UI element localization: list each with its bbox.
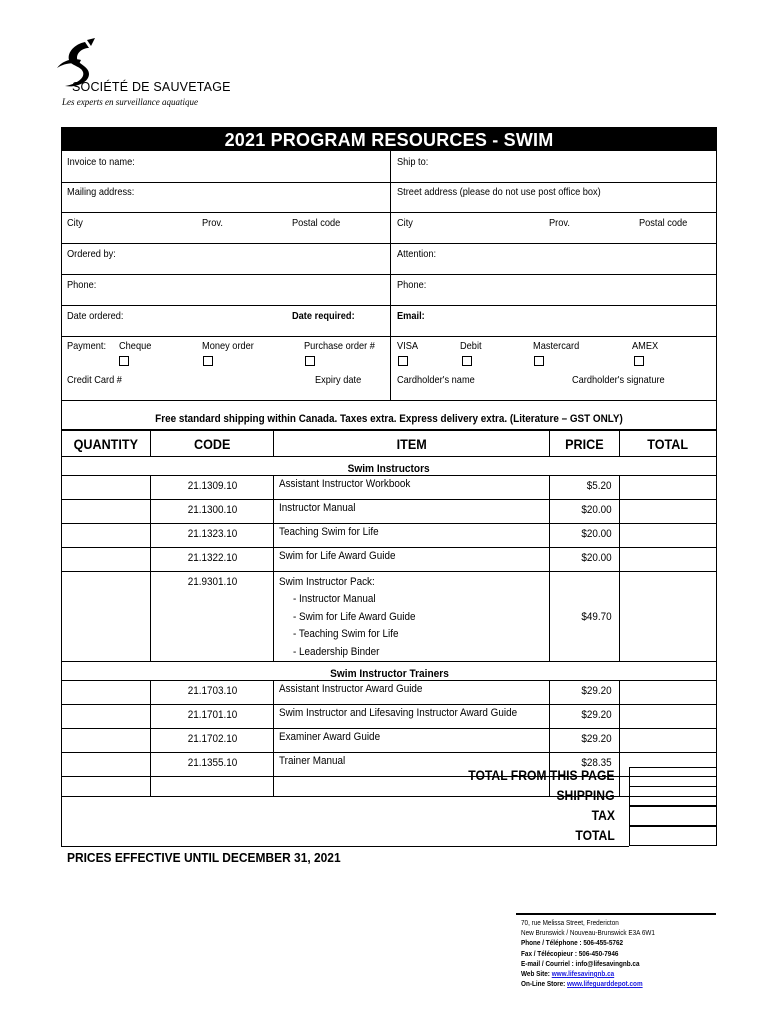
purchase-order-checkbox[interactable] (305, 356, 315, 366)
code-cell: 21.1322.10 (151, 548, 274, 572)
pack-content-item: - Swim for Life Award Guide (293, 610, 416, 623)
quantity-cell[interactable] (62, 681, 151, 705)
table-row (62, 729, 717, 753)
quantity-cell[interactable] (62, 705, 151, 729)
payment-label: Payment: (67, 340, 107, 352)
quantity-cell[interactable] (62, 476, 151, 500)
total-header: TOTAL (619, 431, 716, 457)
visa-label: VISA (397, 340, 419, 352)
total-cell[interactable] (619, 548, 716, 572)
code-cell: 21.1701.10 (151, 705, 274, 729)
form-divider (61, 305, 717, 306)
cardholder-name-field[interactable]: Cardholder's name (397, 374, 475, 386)
price-cell: $49.70 (550, 572, 619, 662)
postal-code-field[interactable]: Postal code (292, 217, 341, 229)
cheque-checkbox[interactable] (119, 356, 129, 366)
item-header: ITEM (274, 431, 550, 457)
website-line: Web Site: www.lifesavingnb.ca (521, 969, 615, 979)
code-cell: 21.9301.10 (151, 572, 274, 662)
item-cell: Teaching Swim for Life (274, 524, 550, 548)
table-row (62, 476, 717, 500)
table-row (62, 500, 717, 524)
amex-label: AMEX (632, 340, 659, 352)
logo-tagline: Les experts en surveillance aquatique (62, 97, 198, 107)
cheque-label: Cheque (119, 340, 152, 352)
price-cell: $20.00 (550, 548, 619, 572)
table-row (62, 524, 717, 548)
store-link[interactable]: www.lifeguarddepot.com (567, 979, 643, 989)
form-divider (61, 212, 717, 213)
mastercard-label: Mastercard (533, 340, 580, 352)
item-cell: Assistant Instructor Workbook (274, 476, 550, 500)
street-address-field[interactable]: Street address (please do not use post office box) (397, 186, 601, 198)
table-row-pack (62, 572, 717, 662)
code-cell: 21.1309.10 (151, 476, 274, 500)
money-order-label: Money order (202, 340, 254, 352)
form-divider (61, 182, 717, 183)
code-header: CODE (151, 431, 274, 457)
table-header-row (62, 431, 717, 457)
table-row (62, 681, 717, 705)
address-block (521, 918, 655, 989)
form-divider (61, 243, 717, 244)
date-required-field[interactable]: Date required: (292, 310, 355, 322)
ship-prov-field[interactable]: Prov. (549, 217, 570, 229)
form-divider (61, 336, 717, 337)
code-cell: 21.1323.10 (151, 524, 274, 548)
price-cell: $29.20 (550, 705, 619, 729)
address-divider (516, 913, 716, 915)
order-form-box (61, 151, 717, 401)
cardholder-signature-field[interactable]: Cardholder's signature (572, 374, 665, 386)
item-cell: Swim for Life Award Guide (274, 548, 550, 572)
debit-checkbox[interactable] (462, 356, 472, 366)
tax-field[interactable] (629, 806, 717, 826)
total-cell[interactable] (619, 572, 716, 662)
pack-content-item: - Teaching Swim for Life (293, 628, 399, 640)
email-line: E-mail / Courriel : info@lifesavingnb.ca (521, 958, 640, 968)
total-cell[interactable] (619, 705, 716, 729)
quantity-cell[interactable] (62, 572, 151, 662)
expiry-date-field[interactable]: Expiry date (315, 374, 362, 386)
pack-content-item: - Leadership Binder (293, 645, 380, 658)
phone-field[interactable]: Phone: (67, 279, 97, 291)
tax-label: TAX (591, 808, 615, 823)
quantity-cell[interactable] (62, 729, 151, 753)
total-from-page-label: TOTAL FROM THIS PAGE (468, 768, 615, 783)
credit-card-field[interactable]: Credit Card # (67, 374, 122, 386)
date-ordered-field[interactable]: Date ordered: (67, 310, 124, 322)
store-line: On-Line Store: www.lifeguarddepot.com (521, 979, 643, 989)
invoice-to-field[interactable]: Invoice to name: (67, 156, 135, 168)
price-cell: $20.00 (550, 500, 619, 524)
grand-total-field[interactable] (629, 826, 717, 846)
item-cell: Instructor Manual (274, 500, 550, 524)
ordered-by-field[interactable]: Ordered by: (67, 248, 116, 260)
code-cell: 21.1355.10 (151, 753, 274, 777)
price-cell: $20.00 (550, 524, 619, 548)
item-cell: Trainer Manual (274, 753, 550, 777)
phone-line: Phone / Téléphone : 506-455-5762 (521, 938, 624, 948)
total-cell[interactable] (619, 476, 716, 500)
total-cell[interactable] (619, 681, 716, 705)
section-title: Swim Instructors (62, 457, 717, 476)
website-link[interactable]: www.lifesavingnb.ca (551, 969, 615, 979)
logo-name: SOCIÉTÉ DE SAUVETAGE (72, 80, 231, 94)
price-header: PRICE (550, 431, 619, 457)
quantity-header: QUANTITY (62, 431, 151, 457)
ship-city-field[interactable]: City (397, 217, 413, 229)
quantity-cell[interactable] (62, 548, 151, 572)
items-table (61, 430, 717, 797)
ship-phone-field[interactable]: Phone: (397, 279, 427, 291)
total-cell[interactable] (619, 524, 716, 548)
item-cell: Swim Instructor and Lifesaving Instructor Award Guide (274, 705, 550, 729)
item-cell: Assistant Instructor Award Guide (274, 681, 550, 705)
shipping-label: SHIPPING (556, 788, 615, 803)
visa-checkbox[interactable] (398, 356, 408, 366)
amex-checkbox[interactable] (634, 356, 644, 366)
prices-effective-note: PRICES EFFECTIVE UNTIL DECEMBER 31, 2021 (67, 850, 341, 865)
total-cell[interactable] (619, 500, 716, 524)
form-divider (61, 274, 717, 275)
ship-postal-code-field[interactable]: Postal code (639, 217, 688, 229)
price-cell: $29.20 (550, 729, 619, 753)
item-cell: Swim Instructor Pack: - Instructor Manual - Swim for Life Award Guide - Teaching Swim for Life - Leadership Binder (274, 572, 550, 662)
shipping-field[interactable] (629, 786, 717, 806)
price-cell: $5.20 (550, 476, 619, 500)
code-cell: 21.1300.10 (151, 500, 274, 524)
money-order-checkbox[interactable] (203, 356, 213, 366)
mastercard-checkbox[interactable] (534, 356, 544, 366)
code-cell: 21.1703.10 (151, 681, 274, 705)
attention-field[interactable]: Attention: (397, 248, 437, 260)
address-line: New Brunswick / Nouveau-Brunswick E3A 6W1 (521, 928, 655, 938)
section-row (62, 457, 717, 476)
price-cell: $29.20 (550, 681, 619, 705)
pack-content-item: - Instructor Manual (293, 593, 376, 605)
grand-total-label: TOTAL (575, 828, 615, 843)
ship-to-field[interactable]: Ship to: (397, 156, 429, 168)
page-title: 2021 PROGRAM RESOURCES - SWIM (61, 127, 717, 151)
code-cell: 21.1702.10 (151, 729, 274, 753)
mailing-address-field[interactable]: Mailing address: (67, 186, 135, 198)
total-cell[interactable] (619, 729, 716, 753)
table-row (62, 548, 717, 572)
item-cell: Examiner Award Guide (274, 729, 550, 753)
section-row (62, 662, 717, 681)
table-row (62, 705, 717, 729)
prov-field[interactable]: Prov. (202, 217, 223, 229)
debit-label: Debit (460, 340, 482, 352)
section-title: Swim Instructor Trainers (62, 662, 717, 681)
form-column-divider (390, 151, 391, 401)
quantity-cell[interactable] (62, 500, 151, 524)
email-field[interactable]: Email: (397, 310, 425, 322)
fax-line: Fax / Télécopieur : 506-450-7946 (521, 948, 619, 958)
price-cell: $28.35 (550, 753, 619, 777)
address-line: 70, rue Melissa Street, Fredericton (521, 918, 619, 927)
quantity-cell[interactable] (62, 524, 151, 548)
purchase-order-label: Purchase order # (304, 340, 375, 352)
total-from-page-field[interactable] (629, 767, 717, 787)
shipping-note: Free standard shipping within Canada. Taxes extra. Express delivery extra. (Literature – GST ONLY) (155, 413, 623, 425)
city-field[interactable]: City (67, 217, 83, 229)
